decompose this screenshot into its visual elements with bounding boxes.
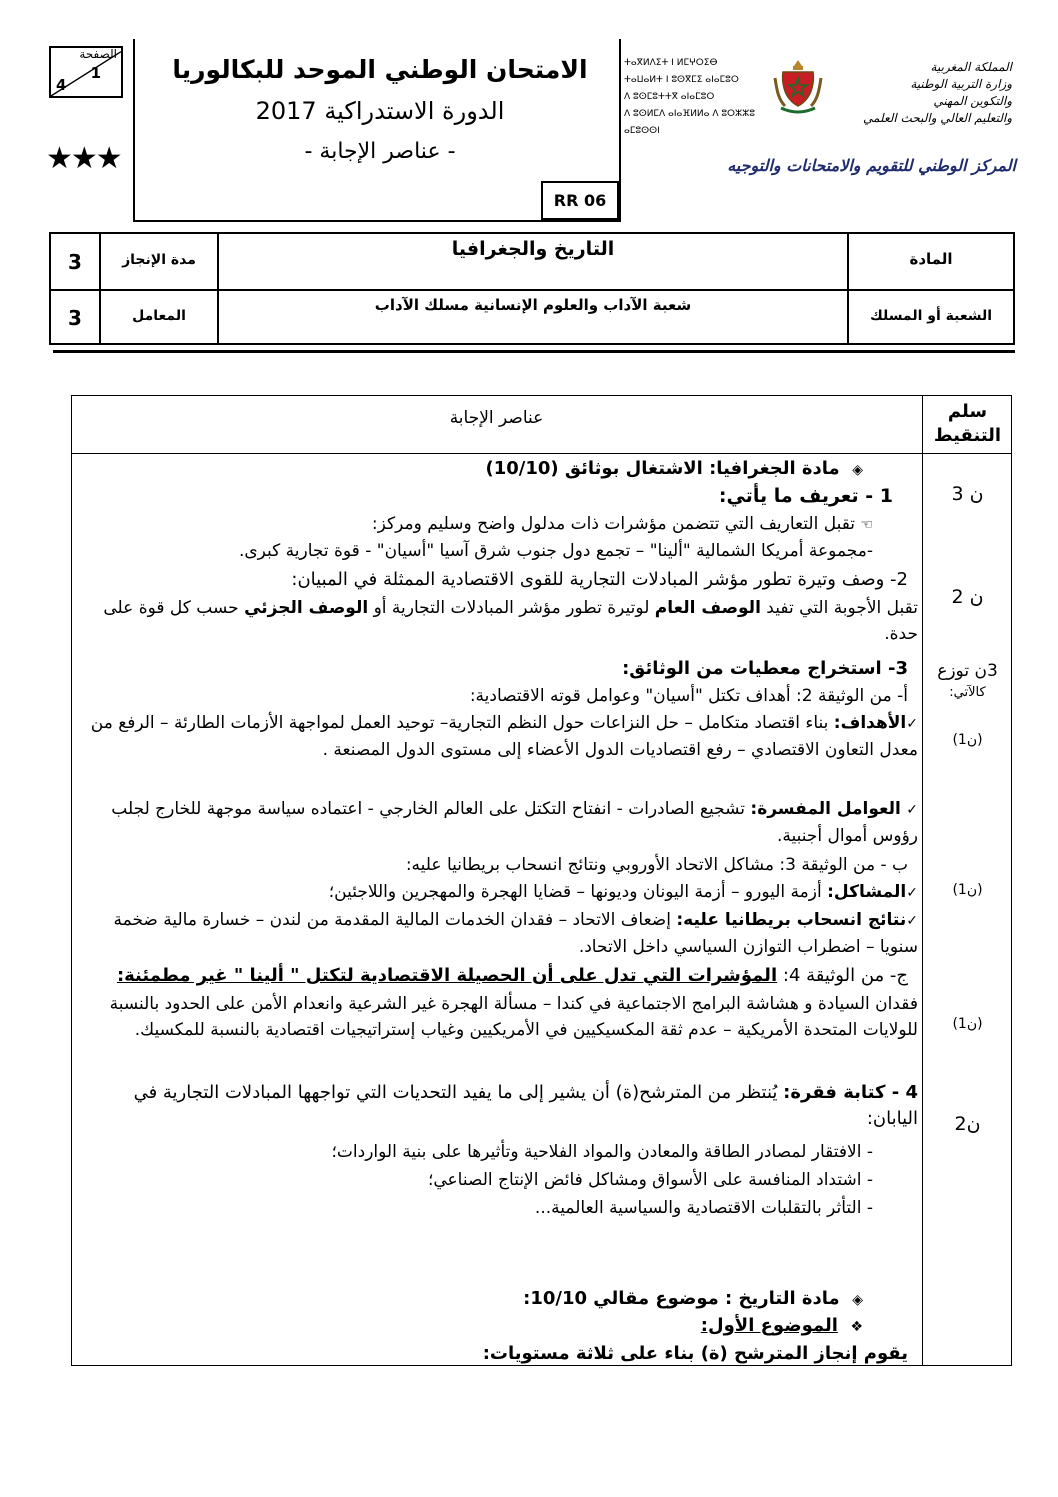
coef-label: المعامل <box>132 308 186 324</box>
history-section-title <box>23 1286 863 1313</box>
q3b-problems <box>78 879 918 906</box>
q3b-results-label: نتائج انسحاب بريطانيا عليه: <box>676 910 907 930</box>
subject-value: التاريخ والجغرافيا <box>451 238 615 260</box>
q2-bold-b: الوصف الجزئي <box>244 598 369 618</box>
table-divider <box>51 289 1013 291</box>
history-topic-text: الموضوع الأول: <box>700 1315 838 1336</box>
geo-title-text: مادة الجغرافيا: الاشتغال بوثائق (10/10) <box>485 458 840 479</box>
q2-text-a: تقبل الأجوبة التي تفيد <box>766 598 918 618</box>
diamond-bullet-icon: ◈ <box>852 462 863 478</box>
exam-code: RR 06 <box>541 181 619 220</box>
ministry-line: والتكوين المهني <box>933 94 1012 108</box>
tifinagh-line: ⵜⴰⵡⴰⵍⵜ ⵏ ⵓⵙⴳⵎⵉ ⴰⵏⴰⵎⵓⵔ <box>624 75 739 85</box>
q4-title: 4 - كتابة فقرة: <box>783 1082 918 1103</box>
q4-item: - اشتداد المنافسة على الأسواق ومشاكل فائض الإنتاج الصناعي؛ <box>427 1170 873 1190</box>
center-name: المركز الوطني للتقويم والامتحانات والتوجيه <box>727 156 1016 175</box>
q3-title: 3- استخراج معطيات من الوثائق: <box>622 658 908 679</box>
q3a-goals <box>83 710 918 763</box>
page-total: 4 <box>56 76 67 94</box>
q3c-score: (1ن) <box>952 1016 983 1032</box>
answers-header-divider <box>71 453 1012 454</box>
ministry-name <box>840 59 1012 127</box>
header-rule <box>53 350 1015 353</box>
q3c-intro <box>68 963 908 989</box>
history-intro: يقوم إنجاز المترشح (ة) بناء على ثلاثة مستويات: <box>482 1343 908 1364</box>
check-icon: ✓ <box>906 913 918 929</box>
q3a-goals-label: الأهداف: <box>833 713 907 733</box>
q3a-score: (1ن) <box>952 732 983 748</box>
q2-bold-a: الوصف العام <box>654 598 761 618</box>
q2-score: 2 ن <box>951 586 984 608</box>
ministry-line: وزارة التربية الوطنية <box>910 77 1012 91</box>
branch-value: شعبة الآداب والعلوم الإنسانية مسلك الآداب <box>374 296 692 314</box>
q3a-factors-label: العوامل المفسرة: <box>750 799 901 819</box>
subject-label: المادة <box>909 250 953 268</box>
exam-session: الدورة الاستدراكية 2017 <box>255 97 505 125</box>
tifinagh-line: ⴷ ⵓⵙⵍⵎⴷ ⴰⵏⴰⴼⵍⵍⴰ ⴷ ⵓⵔⵣⵣⵓ ⴰⵎⵓⵙⵙⵏ <box>624 109 755 136</box>
q3c-intro-b: المؤشرات التي تدل على أن الحصيلة الاقتصادية لتكتل " ألينا " غير مطمئنة: <box>116 965 778 986</box>
q2-text-c: حسب كل قوة على حدة. <box>103 598 918 644</box>
check-icon: ✓ <box>906 885 918 901</box>
geo-section-title <box>23 456 863 483</box>
page-current: 1 <box>90 64 101 82</box>
coef-value: 3 <box>68 306 82 330</box>
pointing-hand-icon: ☜ <box>860 517 873 533</box>
branch-label: الشعبة أو المسلك <box>869 308 993 324</box>
difficulty-stars: ★★★ <box>46 141 121 176</box>
q3c-text: فقدان السيادة و هشاشة البرامج الاجتماعية في كندا – مسألة الهجرة غير الشرعية وانعدام الأمن على الحدود بالنسبة للولايات المتحدة الأمريكية – عدم ثقة المكسيكيين في الأمريكيين وغياب إستراتيجيات اقتصادية بالنسبة للمكسيك. <box>109 994 918 1040</box>
q3-score-line: كالآتي: <box>949 685 986 700</box>
scale-header <box>923 400 1012 448</box>
q2-text <box>78 595 918 647</box>
history-title-text: مادة التاريخ : موضوع مقالي 10/10: <box>523 1288 840 1309</box>
q4-paragraph <box>78 1080 918 1132</box>
exam-subtitle: - عناصر الإجابة - <box>304 139 456 164</box>
q3b-results <box>83 907 918 960</box>
q3a-factors-text: تشجيع الصادرات - انفتاح التكتل على العالم الخارجي - اعتماده سياسة موجهة للخارج لجلب رؤوس أموال أجنبية. <box>111 799 918 846</box>
duration-label: مدة الإنجاز <box>122 252 196 268</box>
tifinagh-line: ⵜⴰⴳⵍⴷⵉⵜ ⵏ ⵍⵎⵖⵔⵉⴱ <box>624 58 718 68</box>
duration-value: 3 <box>68 250 82 274</box>
star-bullet-icon: ❖ <box>850 1319 863 1335</box>
q1-note <box>33 511 873 538</box>
q1-title: 1 - تعريف ما يأتي: <box>718 485 893 507</box>
q3b-results-text: إضعاف الاتحاد – فقدان الخدمات المالية المقدمة من لندن – خسارة مالية ضخمة سنويا – اضطراب التوازن السياسي داخل الاتحاد. <box>113 910 918 957</box>
q1-score: 3 ن <box>951 483 984 505</box>
q1-note-text: تقبل التعاريف التي تتضمن مؤشرات ذات مدلول واضح وسليم ومركز: <box>371 514 856 534</box>
q4-text: يُنتظر من المترشح(ة) أن يشير إلى ما يفيد التحديات التي تواجهها المبادلات التجارية في اليابان: <box>133 1082 918 1129</box>
q4-score: 2ن <box>954 1113 981 1135</box>
q3-score-line: 3ن توزع <box>937 661 998 681</box>
q3a-factors <box>83 796 918 849</box>
tifinagh-ministry-name <box>624 55 774 140</box>
page-number-box <box>49 46 123 98</box>
answers-header: عناصر الإجابة <box>449 408 544 428</box>
q3b-problems-text: أزمة اليورو – أزمة اليونان وديونها – قضايا الهجرة والمهجرين واللاجئين؛ <box>328 882 822 902</box>
check-icon: ✓ <box>906 716 918 732</box>
scale-header-line: سلم <box>947 401 988 422</box>
q4-item: - التأثر بالتقلبات الاقتصادية والسياسية العالمية... <box>534 1198 873 1218</box>
q3a-goals-text: بناء اقتصاد متكامل – حل النزاعات حول النظم التجارية– توحيد العمل لمواجهة الأزمات الطارئة – الرفع من معدل التعاون الاقتصادي – رفع اقتصاديات الدول الأعضاء إلى مستوى الدول المصنعة . <box>90 713 918 760</box>
q3b-problems-label: المشاكل: <box>827 882 907 902</box>
q2-text-b: لوتيرة تطور مؤشر المبادلات التجارية أو <box>373 598 650 618</box>
exam-title: الامتحان الوطني الموحد للبكالوريا <box>172 55 588 84</box>
ministry-line: والتعليم العالي والبحث العلمي <box>863 111 1012 125</box>
check-icon: ✓ <box>906 802 918 818</box>
history-topic <box>23 1313 863 1340</box>
scale-header-line: التنقيط <box>933 425 1002 446</box>
q3-score <box>923 660 1012 704</box>
coat-of-arms-icon <box>771 56 825 118</box>
page-label: الصفحة <box>79 47 117 61</box>
q1-definitions: -مجموعة أمريكا الشمالية "ألينا" – تجمع دول جنوب شرق آسيا "أسيان" - قوة تجارية كبرى. <box>238 541 873 561</box>
q3a-intro: أ- من الوثيقة 2: أهداف تكتل "أسيان" وعوامل قوته الاقتصادية: <box>469 686 908 706</box>
q2-title: 2- وصف وتيرة تطور مؤشر المبادلات التجارية للقوى الاقتصادية الممثلة في المبيان: <box>291 569 908 590</box>
q3b-score: (1ن) <box>952 882 983 898</box>
answers-column-divider <box>922 395 923 1366</box>
q3c-intro-a: ج- من الوثيقة 4: <box>782 965 908 986</box>
diamond-bullet-icon: ◈ <box>852 1292 863 1308</box>
subject-table <box>49 232 1015 345</box>
ministry-line: المملكة المغربية <box>930 60 1012 74</box>
tifinagh-line: ⴷ ⵓⵙⵎⵓⵜⵜⴳ ⴰⵏⴰⵎⵓⵔ <box>624 92 715 102</box>
q3b-intro: ب - من الوثيقة 3: مشاكل الاتحاد الأوروبي ونتائج انسحاب بريطانيا عليه: <box>405 855 908 875</box>
q4-item: - الافتقار لمصادر الطاقة والمعادن والمواد الفلاحية وتأثيرها على بنية الواردات؛ <box>331 1142 873 1162</box>
